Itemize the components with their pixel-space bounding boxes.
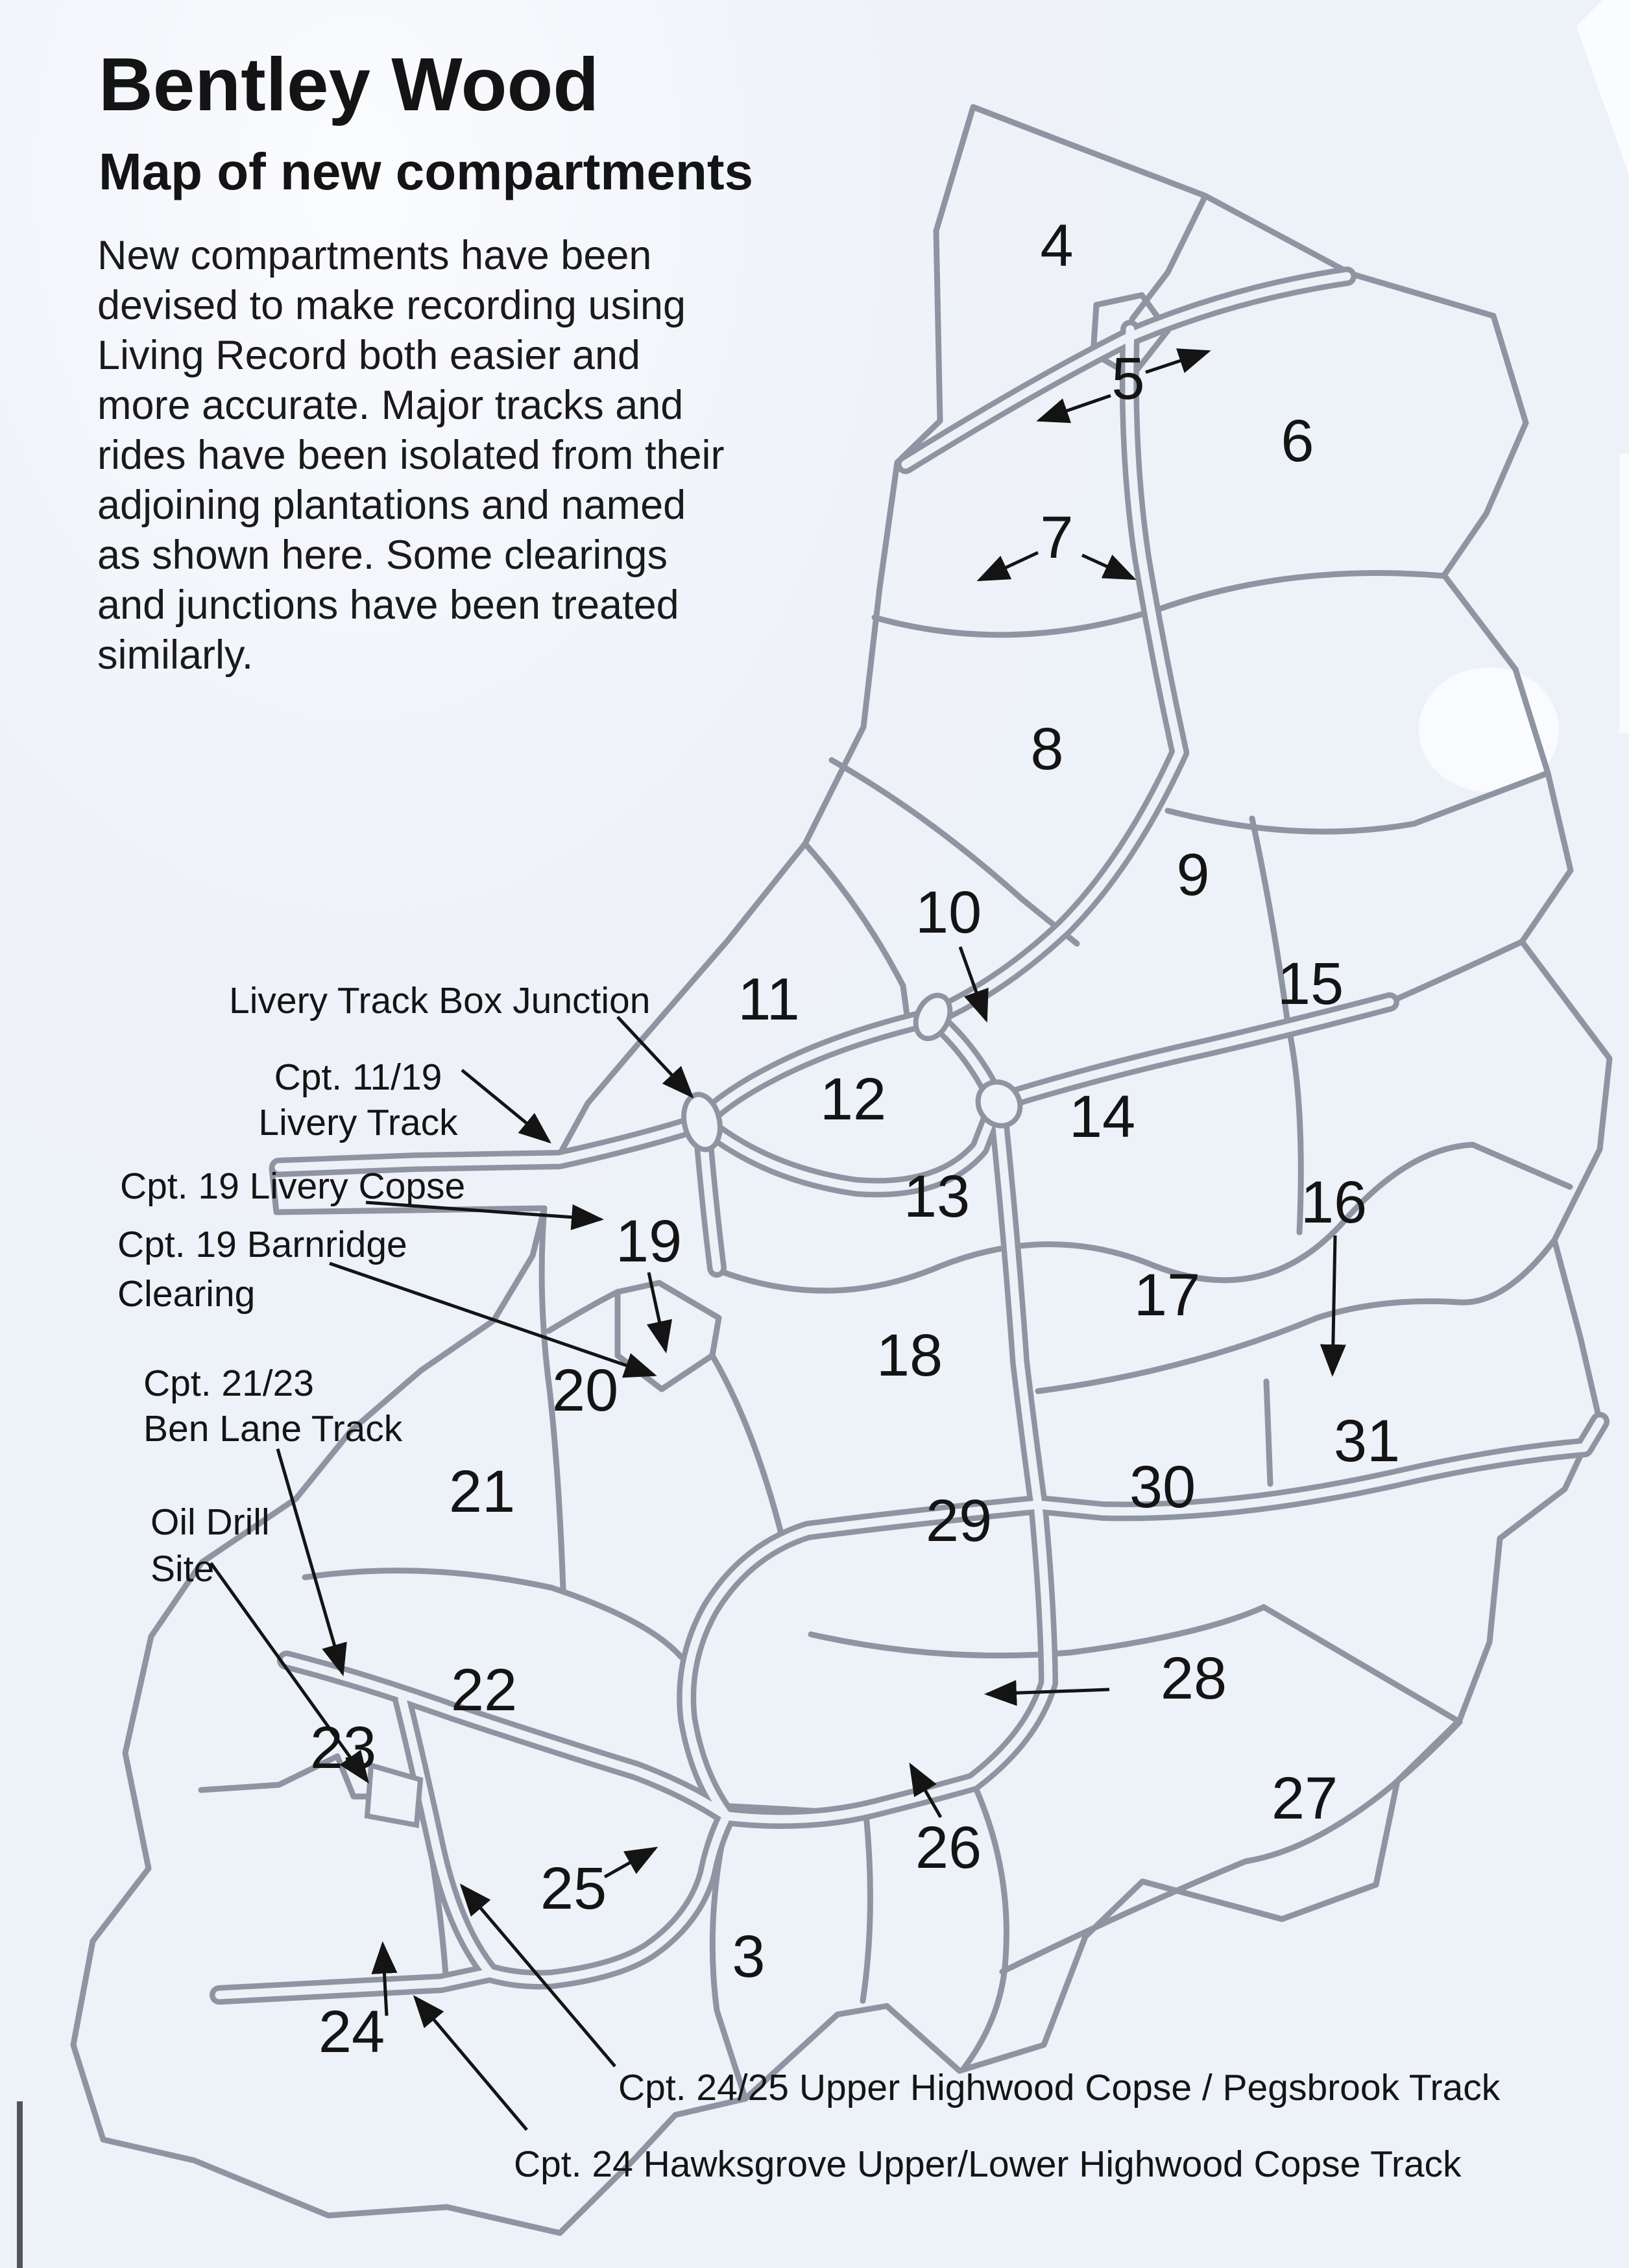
intro-line-7: as shown here. Some clearings <box>97 532 668 578</box>
scan-white-blob <box>1419 667 1559 792</box>
compartment-number-23: 23 <box>309 1715 377 1781</box>
compartment-number-11: 11 <box>738 966 800 1033</box>
compartment-number-14: 14 <box>1068 1084 1136 1150</box>
page-title: Bentley Wood <box>99 42 599 126</box>
boundary-30-31 <box>1266 1381 1270 1484</box>
compartment-number-22: 22 <box>450 1657 518 1723</box>
compartment-number-10: 10 <box>915 879 982 946</box>
compartment-number-19: 19 <box>615 1208 682 1274</box>
cpt-24-25-upper-highwood-pegsbrook-label-1: Cpt. 24/25 Upper Highwood Copse / Pegsbrook Track <box>618 2067 1501 2108</box>
compartment-number-15: 15 <box>1277 951 1344 1017</box>
compartment-number-18: 18 <box>876 1322 943 1389</box>
page-subtitle: Map of new compartments <box>99 143 754 200</box>
compartment-number-8: 8 <box>1030 716 1064 782</box>
compartment-number-27: 27 <box>1271 1765 1338 1832</box>
cpt-21-23-ben-lane-track-label-2: Ben Lane Track <box>143 1408 403 1450</box>
intro-line-2: devised to make recording using <box>97 283 686 328</box>
intro-line-9: similarly. <box>97 632 254 678</box>
scan-edge-artifact <box>1619 454 1629 733</box>
intro-line-6: adjoining plantations and named <box>97 483 686 528</box>
cpt-19-barnridge-clearing-label-1: Cpt. 19 Barnridge <box>117 1224 407 1265</box>
cpt-21-23-ben-lane-track-label-1: Cpt. 21/23 <box>143 1363 315 1404</box>
compartment-number-9: 9 <box>1176 842 1210 908</box>
compartment-number-7: 7 <box>1040 505 1074 571</box>
compartment-number-26: 26 <box>915 1815 982 1881</box>
compartment-number-29: 29 <box>925 1488 993 1554</box>
intro-line-4: more accurate. Major tracks and <box>97 383 684 428</box>
compartment-number-21: 21 <box>448 1459 516 1525</box>
compartment-number-5: 5 <box>1111 346 1145 412</box>
cpt-11-19-livery-track-label-2: Livery Track <box>258 1102 458 1143</box>
intro-line-3: Living Record both easier and <box>97 333 641 378</box>
intro-line-1: New compartments have been <box>97 233 652 278</box>
compartment-number-13: 13 <box>903 1164 971 1230</box>
cpt-24-hawksgrove-highwood-track-label-1: Cpt. 24 Hawksgrove Upper/Lower Highwood Copse Track <box>514 2143 1462 2185</box>
compartment-number-24: 24 <box>318 1999 385 2065</box>
intro-line-8: and junctions have been treated <box>97 582 679 628</box>
compartment-number-16: 16 <box>1300 1169 1368 1235</box>
cpt-11-19-livery-track-label-1: Cpt. 11/19 <box>274 1056 442 1098</box>
compartment-number-31: 31 <box>1333 1408 1401 1474</box>
compartment-number-17: 17 <box>1133 1262 1201 1328</box>
compartment-number-20: 20 <box>551 1357 619 1424</box>
intro-paragraph <box>97 233 725 678</box>
compartment-number-25: 25 <box>540 1856 607 1922</box>
compartment-number-4: 4 <box>1040 213 1074 279</box>
livery-track-box-junction-label-1: Livery Track Box Junction <box>229 980 651 1021</box>
oil-drill-site-label-2: Site <box>151 1548 215 1590</box>
intro-line-5: rides have been isolated from their <box>97 433 725 478</box>
scan-left-edge-mark <box>17 2101 23 2268</box>
cpt-19-barnridge-clearing-label-2: Clearing <box>117 1273 256 1315</box>
oil-drill-site-label-1: Oil Drill <box>151 1501 270 1543</box>
compartment-number-6: 6 <box>1281 408 1314 474</box>
compartment-number-12: 12 <box>819 1066 887 1132</box>
compartment-number-30: 30 <box>1129 1454 1196 1520</box>
compartment-number-28: 28 <box>1160 1645 1227 1712</box>
compartment-number-3: 3 <box>732 1924 766 1990</box>
cpt-19-livery-copse-label-1: Cpt. 19 Livery Copse <box>120 1165 466 1207</box>
